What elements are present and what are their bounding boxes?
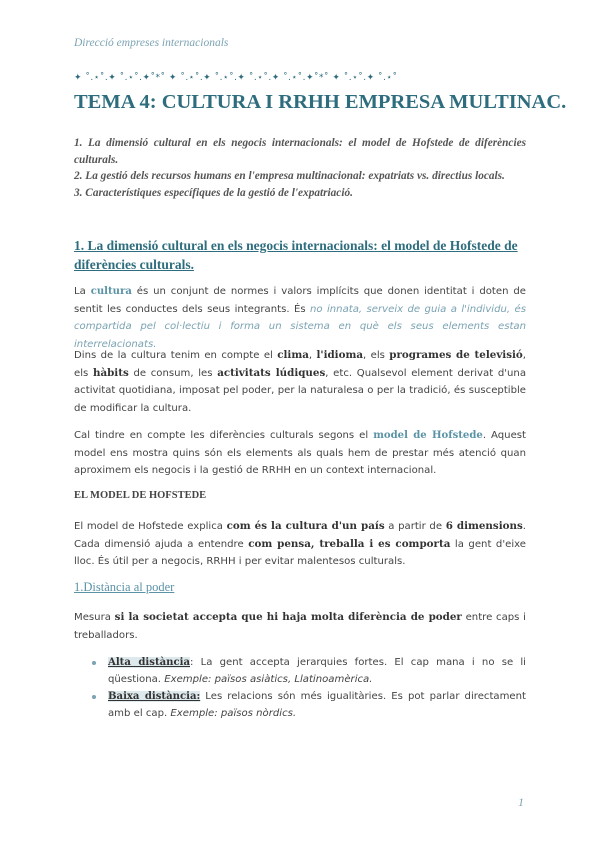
bullet-icon xyxy=(92,695,96,699)
page-title: TEMA 4: CULTURA I RRHH EMPRESA MULTINAC. xyxy=(74,91,567,113)
text-run: és un conjunt de normes i valors implícits que donen identitat i doten de sentit les conductes dels seus integrants. És xyxy=(74,286,526,315)
list-item xyxy=(92,688,526,722)
decorative-divider: ✦ ˚.⋆˚.✦ ˚.⋆˚.✦˚*˚ ✦ ˚.⋆˚.✦ ˚.⋆˚.✦ ˚.⋆˚.✦ ˚.⋆˚.✦˚*˚ ✦ ˚.⋆˚.✦ ˚.⋆˚ xyxy=(74,73,398,83)
toc-item: 3. Característiques específiques de la gestió de l'expatriació. xyxy=(74,186,353,199)
keyword-culture: cultura xyxy=(90,286,132,297)
table-of-contents xyxy=(74,135,526,201)
paragraph-hofstede-explanation xyxy=(74,518,526,571)
text-run: El model de Hofstede explica xyxy=(74,521,227,532)
text-run: : La gent accepta jerarquies fortes. El cap mana i no se li qüestiona. xyxy=(108,657,526,685)
bold-term: com pensa, treballa i es comporta xyxy=(248,537,451,550)
section-heading: 1. La dimensió cultural en els negocis internacionals: el model de Hofstede de diferències culturals. xyxy=(74,238,518,272)
text-run: de consum, les xyxy=(128,367,218,379)
bold-term: hàbits xyxy=(92,366,129,379)
bold-term: activitats lúdiques xyxy=(217,366,326,379)
highlighted-label: Baixa distància: xyxy=(108,691,201,702)
bullet-icon xyxy=(92,661,96,665)
toc-item: 1. La dimensió cultural en els negocis internacionals: el model de Hofstede de diferències culturals. xyxy=(74,137,526,166)
toc-item: 2. La gestió dels recursos humans en l'empresa multinacional: expatriats vs. directius locals. xyxy=(74,170,505,182)
example-text: Exemple: països nòrdics. xyxy=(170,708,297,719)
keyword-hofstede: model de Hofstede xyxy=(373,430,483,441)
paragraph-culture-elements xyxy=(74,347,526,417)
bold-term: l'idioma xyxy=(316,349,364,361)
bold-term: si la societat accepta que hi haja molta diferència de poder xyxy=(114,611,462,623)
text-run: , els xyxy=(363,350,390,361)
text-run: . Cada dimensió ajuda a entendre xyxy=(74,521,527,550)
text-run: Les relacions són més igualitàries. Es pot parlar directament amb el cap. xyxy=(108,691,526,719)
bold-term: 6 dimensions xyxy=(445,520,523,532)
text-run: Dins de la cultura tenim en compte el xyxy=(74,350,278,361)
text-run: Cal tindre en compte les diferències culturals segons el xyxy=(74,430,374,441)
paragraph-power-distance xyxy=(74,609,526,644)
bold-term: com és la cultura d'un país xyxy=(226,520,385,532)
page-number: 1 xyxy=(518,795,524,809)
subheading-hofstede-model: EL MODEL DE HOFSTEDE xyxy=(74,490,207,501)
highlighted-label: Alta distància xyxy=(108,657,191,668)
paragraph-hofstede-intro xyxy=(74,427,526,480)
subheading-power-distance: 1.Distància al poder xyxy=(74,580,175,594)
example-text: Exemple: països asiàtics, Llatinoamèrica. xyxy=(164,674,373,685)
running-header: Direcció empreses internacionals xyxy=(74,37,229,49)
text-run: la gent d'eixe lloc. És útil per a negocis, RRHH i per evitar malentesos culturals. xyxy=(74,538,526,567)
paragraph-culture-definition xyxy=(74,283,526,353)
bold-term: programes de televisió xyxy=(389,349,523,361)
text-run: , xyxy=(308,350,317,361)
power-distance-list xyxy=(92,654,526,722)
text-run: La xyxy=(74,286,91,297)
text-run: a partir de xyxy=(384,521,446,532)
list-item xyxy=(92,654,526,688)
text-run: , els xyxy=(74,350,527,379)
italic-emphasis: no innata, serveix de guia a l'individu, és compartida pel col·lectiu i forma un sistema en què els seus elements estan interrelacionats. xyxy=(74,303,526,350)
text-run: Mesura xyxy=(74,612,115,623)
text-run: . Aquest model ens mostra quins són els elements als quals hem de prestar més atenció quan aproximem els negocis i la gestió de RRHH en un context internacional. xyxy=(74,430,526,476)
text-run: entre caps i treballadors. xyxy=(74,612,526,641)
bold-term: clima xyxy=(277,349,309,361)
text-run: , etc. Qualsevol element derivat d'una activitat quotidiana, imposat pel poder, per la naturalesa o per la tradició, és susceptible de modificar la cultura. xyxy=(74,367,527,414)
